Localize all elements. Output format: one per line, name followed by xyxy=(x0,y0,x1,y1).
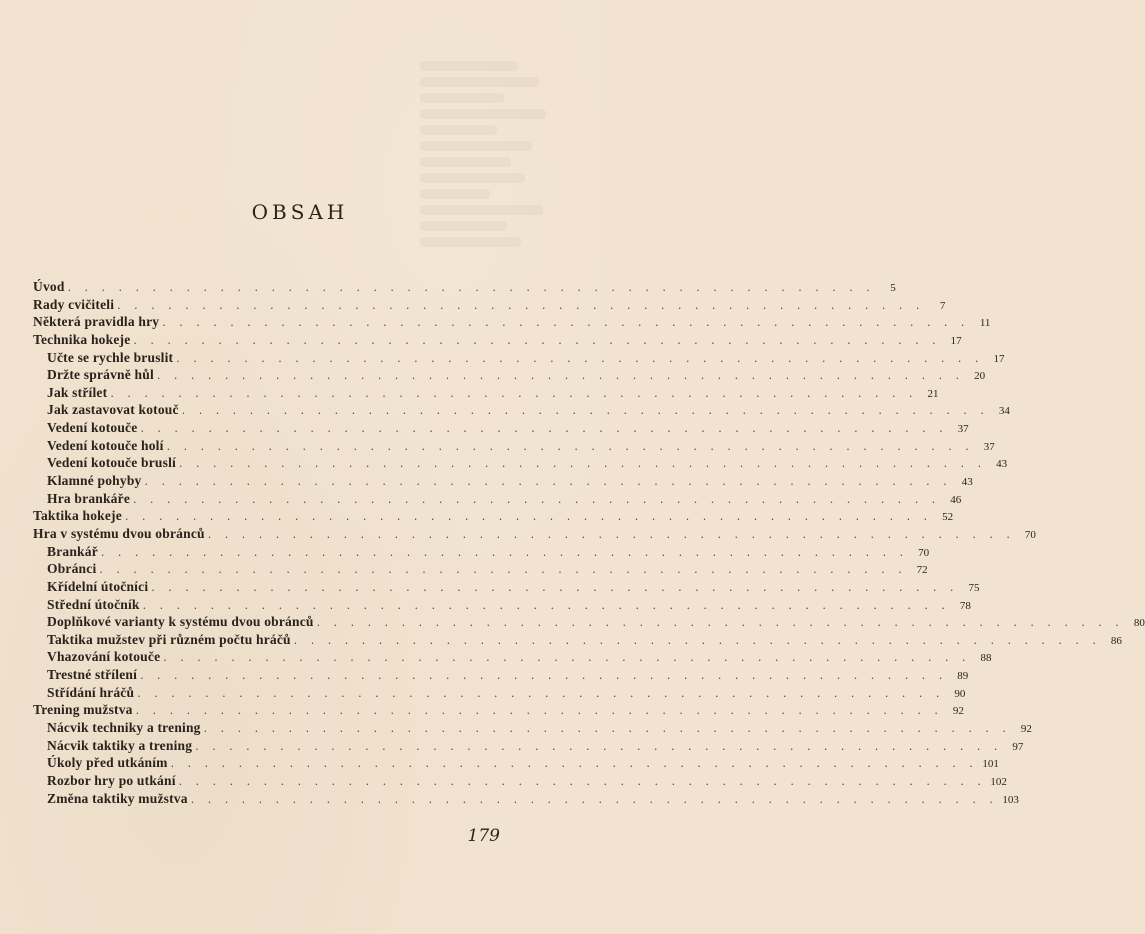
toc-entry-page: 43 xyxy=(996,458,1008,471)
toc-entry xyxy=(33,578,980,596)
toc-entry xyxy=(33,631,1122,649)
dot-leader: . . . . . . . . . . . . . . . . . . . . . . . . . . . . . . . . . . . . . . . . . . . . . . . . xyxy=(99,563,907,577)
toc-entry-title: Doplňkové varianty k systému dvou obránců xyxy=(47,614,314,630)
toc-entry xyxy=(33,560,928,578)
dot-leader: . . . . . . . . . . . . . . . . . . . . . . . . . . . . . . . . . . . . . . . . . . . . . . . . xyxy=(133,333,941,347)
toc-entry-title: Změna taktiky mužstva xyxy=(47,790,188,806)
toc-entry xyxy=(33,525,1036,543)
toc-entry-title: Taktika mužstev při různém počtu hráčů xyxy=(47,631,291,647)
toc-entry-page: 80 xyxy=(1133,617,1145,630)
dot-leader: . . . . . . . . . . . . . . . . . . . . . . . . . . . . . . . . . . . . . . . . . . . . . . . . xyxy=(162,316,970,330)
toc-entry-title: Trening mužstva xyxy=(33,702,133,718)
bleed-through-text xyxy=(420,55,560,315)
toc-entry xyxy=(33,507,954,525)
toc-entry-title: Obránci xyxy=(47,561,97,577)
toc-entry-page: 86 xyxy=(1110,634,1122,647)
page-title: OBSAH xyxy=(251,200,349,225)
dot-leader: . . . . . . . . . . . . . . . . . . . . . . . . . . . . . . . . . . . . . . . . . . . . . . . . xyxy=(124,510,933,524)
toc-entry xyxy=(33,296,946,314)
toc-entry xyxy=(33,596,971,614)
toc-entry xyxy=(33,454,1008,472)
dot-leader: . . . . . . . . . . . . . . . . . . . . . . . . . . . . . . . . . . . . . . . . . . . . . . . . xyxy=(166,439,974,453)
dot-leader: . . . . . . . . . . . . . . . . . . . . . . . . . . . . . . . . . . . . . . . . . . . . . . . . xyxy=(135,704,943,718)
toc-entry xyxy=(33,349,1005,367)
toc-entry-page: 92 xyxy=(952,705,964,718)
toc-entry-title: Nácvik techniky a trening xyxy=(47,720,201,736)
toc-entry-title: Střední útočník xyxy=(47,596,140,612)
dot-leader: . . . . . . . . . . . . . . . . . . . . . . . . . . . . . . . . . . . . . . . . . . . . . . . . xyxy=(156,369,965,383)
toc-entry xyxy=(33,384,939,402)
dot-leader: . . . . . . . . . . . . . . . . . . . . . . . . . . . . . . . . . . . . . . . . . . . . . . . . xyxy=(133,492,941,506)
toc-entry-title: Vhazování kotouče xyxy=(47,649,161,665)
dot-leader: . . . . . . . . . . . . . . . . . . . . . . . . . . . . . . . . . . . . . . . . . . . . . . . . xyxy=(190,792,998,806)
toc-entry-page: 21 xyxy=(927,387,939,400)
toc-entry-title: Hra v systému dvou obránců xyxy=(33,525,205,541)
dot-leader: . . . . . . . . . . . . . . . . . . . . . . . . . . . . . . . . . . . . . . . . . . . . . . . . xyxy=(117,298,925,312)
dot-leader: . . . . . . . . . . . . . . . . . . . . . . . . . . . . . . . . . . . . . . . . . . . . . . . . xyxy=(178,774,986,788)
toc-entry-title: Rady cvičiteli xyxy=(33,296,115,312)
toc-entry-page: 97 xyxy=(1012,740,1024,753)
dot-leader: . . . . . . . . . . . . . . . . . . . . . . . . . . . . . . . . . . . . . . . . . . . . . . . . xyxy=(176,351,984,365)
toc-entry-title: Taktika hokeje xyxy=(33,508,122,524)
toc-entry-page: 78 xyxy=(959,599,971,612)
toc-entry xyxy=(33,401,1010,419)
toc-entry-page: 101 xyxy=(982,758,999,771)
toc-entry xyxy=(33,366,986,384)
toc-entry-title: Vedení kotouče xyxy=(47,420,138,436)
toc-entry-page: 70 xyxy=(918,546,930,559)
dot-leader: . . . . . . . . . . . . . . . . . . . . . . . . . . . . . . . . . . . . . . . . . . . . . . . . xyxy=(207,527,1015,541)
toc-entry-page: 72 xyxy=(916,564,928,577)
dot-leader: . . . . . . . . . . . . . . . . . . . . . . . . . . . . . . . . . . . . . . . . . . . . . . . . xyxy=(137,686,945,700)
dot-leader: . . . . . . . . . . . . . . . . . . . . . . . . . . . . . . . . . . . . . . . . . . . . . . . . xyxy=(181,404,989,418)
toc-entry-page: 90 xyxy=(954,687,966,700)
toc-entry-page: 88 xyxy=(980,652,992,665)
toc-entry-title: Brankář xyxy=(47,543,98,559)
toc-entry-page: 46 xyxy=(950,493,962,506)
dot-leader: . . . . . . . . . . . . . . . . . . . . . . . . . . . . . . . . . . . . . . . . . . . . . . . . xyxy=(144,475,952,489)
toc-entry-title: Úkoly před utkáním xyxy=(47,755,168,771)
toc-entry-page: 7 xyxy=(939,299,946,312)
toc-entry xyxy=(33,754,999,772)
toc-entry-page: 75 xyxy=(968,581,980,594)
dot-leader: . . . . . . . . . . . . . . . . . . . . . . . . . . . . . . . . . . . . . . . . . . . . . . . . xyxy=(203,722,1011,736)
toc-entry-page: 34 xyxy=(998,405,1010,418)
dot-leader: . . . . . . . . . . . . . . . . . . . . . . . . . . . . . . . . . . . . . . . . . . . . . . . . xyxy=(110,386,918,400)
toc-entry-page: 11 xyxy=(979,317,991,330)
toc-entry-page: 17 xyxy=(950,334,962,347)
toc-entry xyxy=(33,772,1007,790)
toc-entry xyxy=(33,313,991,331)
toc-entry-page: 70 xyxy=(1024,528,1036,541)
toc-entry-title: Střídání hráčů xyxy=(47,684,135,700)
toc-entry-page: 52 xyxy=(942,511,954,524)
toc-entry xyxy=(33,666,969,684)
dot-leader: . . . . . . . . . . . . . . . . . . . . . . . . . . . . . . . . . . . . . . . . . . . . . . . . xyxy=(195,739,1003,753)
toc-entry xyxy=(33,437,995,455)
toc-entry-page: 102 xyxy=(990,775,1007,788)
toc-entry-title: Vedení kotouče holí xyxy=(47,437,164,453)
toc-entry xyxy=(33,472,973,490)
toc-entry-page: 17 xyxy=(993,352,1005,365)
toc-entry-title: Rozbor hry po utkání xyxy=(47,772,176,788)
toc-entry xyxy=(33,701,964,719)
toc-entry-page: 92 xyxy=(1020,723,1032,736)
dot-leader: . . . . . . . . . . . . . . . . . . . . . . . . . . . . . . . . . . . . . . . . . . . . . . . . xyxy=(178,457,987,471)
toc-entry-page: 43 xyxy=(961,476,973,489)
toc-entry-page: 89 xyxy=(957,670,969,683)
toc-entry-title: Vedení kotouče bruslí xyxy=(47,455,176,471)
toc-entry-title: Úvod xyxy=(33,279,65,294)
toc-entry xyxy=(33,684,966,702)
toc-entry xyxy=(33,331,962,349)
toc-entry-title: Křídelní útočníci xyxy=(47,578,149,594)
page-number: 179 xyxy=(467,826,500,846)
dot-leader: . . . . . . . . . . . . . . . . . . . . . . . . . . . . . . . . . . . . . . . . . . . . . . . . xyxy=(151,580,959,594)
toc-entry xyxy=(33,419,969,437)
toc-entry-page: 37 xyxy=(957,423,969,436)
dot-leader: . . . . . . . . . . . . . . . . . . . . . . . . . . . . . . . . . . . . . . . . . . . . . . . . xyxy=(316,616,1124,630)
toc-entry-title: Učte se rychle bruslit xyxy=(47,349,174,365)
toc-entry xyxy=(33,278,896,296)
table-of-contents xyxy=(33,278,1145,807)
toc-entry-title: Držte správně hůl xyxy=(47,367,154,383)
toc-entry xyxy=(33,543,930,561)
toc-entry-title: Technika hokeje xyxy=(33,331,131,347)
dot-leader: . . . . . . . . . . . . . . . . . . . . . . . . . . . . . . . . . . . . . . . . . . . . . . . . xyxy=(140,669,948,683)
toc-entry xyxy=(33,790,1019,808)
toc-entry-title: Jak zastavovat kotouč xyxy=(47,402,179,418)
toc-entry-title: Některá pravidla hry xyxy=(33,314,160,330)
dot-leader: . . . . . . . . . . . . . . . . . . . . . . . . . . . . . . . . . . . . . . . . . . . . . . . . xyxy=(100,545,909,559)
toc-entry-page: 20 xyxy=(974,370,986,383)
dot-leader: . . . . . . . . . . . . . . . . . . . . . . . . . . . . . . . . . . . . . . . . . . . . . . . . xyxy=(170,757,978,771)
toc-entry-title: Jak střílet xyxy=(47,384,108,400)
toc-entry-page: 37 xyxy=(983,440,995,453)
toc-entry-title: Hra brankáře xyxy=(47,490,131,506)
toc-entry xyxy=(33,648,992,666)
dot-leader: . . . . . . . . . . . . . . . . . . . . . . . . . . . . . . . . . . . . . . . . . . . . . . . . xyxy=(140,422,948,436)
toc-entry xyxy=(33,613,1145,631)
toc-entry-title: Nácvik taktiky a trening xyxy=(47,737,193,753)
toc-entry-title: Klamné pohyby xyxy=(47,473,142,489)
toc-entry-title: Trestné střílení xyxy=(47,667,138,683)
dot-leader: . . . . . . . . . . . . . . . . . . . . . . . . . . . . . . . . . . . . . . . . . . . . . . . . xyxy=(163,651,971,665)
toc-entry-page: 5 xyxy=(890,282,896,294)
toc-entry xyxy=(33,737,1024,755)
toc-entry-page: 103 xyxy=(1002,793,1019,806)
toc-entry xyxy=(33,490,962,508)
dot-leader: . . . . . . . . . . . . . . . . . . . . . . . . . . . . . . . . . . . . . . . . . . . . . . . . xyxy=(293,633,1101,647)
toc-entry xyxy=(33,719,1032,737)
dot-leader: . . . . . . . . . . . . . . . . . . . . . . . . . . . . . . . . . . . . . . . . . . . . . . . . xyxy=(142,598,950,612)
dot-leader: . . . . . . . . . . . . . . . . . . . . . . . . . . . . . . . . . . . . . . . . . . . . . . . . xyxy=(67,281,875,294)
